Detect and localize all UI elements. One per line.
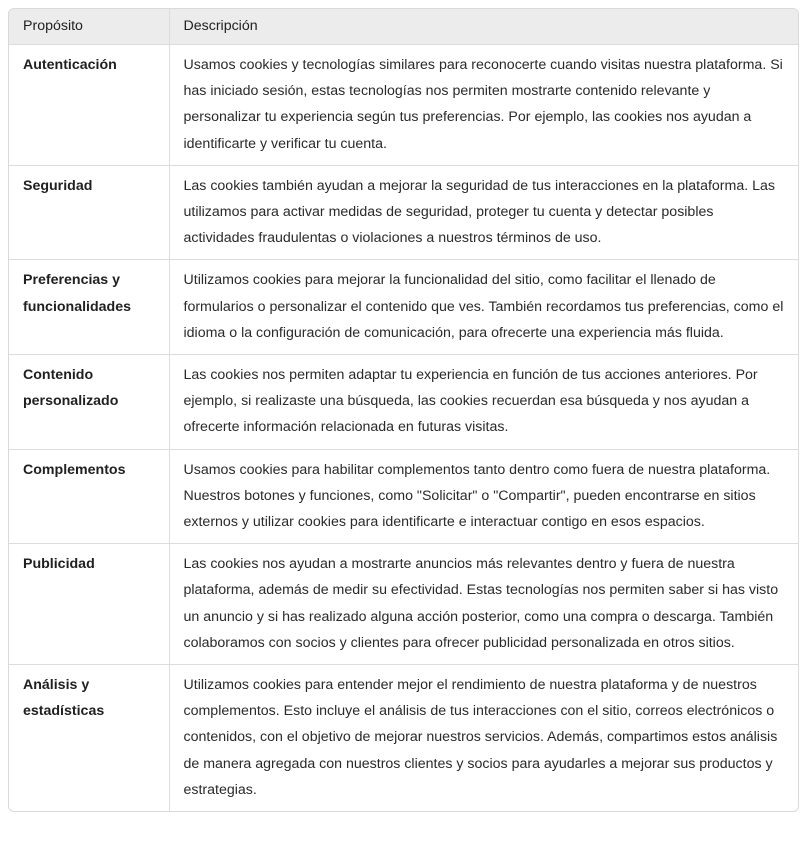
purpose-cell: Seguridad xyxy=(9,165,169,260)
description-cell: Las cookies nos ayudan a mostrarte anuncios más relevantes dentro y fuera de nuestra plataforma, además de medir su efectividad. Estas tecnologías nos permiten saber si has visto un anuncio y si has realizado alguna acción posterior, como una compra o descarga. También colaboramos con socios y clientes para ofrecer publicidad personalizada en otros sitios. xyxy=(169,544,798,665)
column-header-purpose: Propósito xyxy=(9,9,169,45)
purpose-cell: Complementos xyxy=(9,449,169,544)
table-row xyxy=(9,45,798,166)
purpose-cell: Autenticación xyxy=(9,45,169,166)
description-cell: Usamos cookies para habilitar complementos tanto dentro como fuera de nuestra plataforma. Nuestros botones y funciones, como "Solicitar" o "Compartir", pueden encontrarse en sitios externos y utilizar cookies para identificarte e interactuar contigo en esos espacios. xyxy=(169,449,798,544)
purpose-cell: Análisis y estadísticas xyxy=(9,665,169,812)
table-header-row xyxy=(9,9,798,45)
cookie-purposes-table xyxy=(9,9,798,811)
table-row xyxy=(9,355,798,450)
cookie-purposes-table-container xyxy=(8,8,799,812)
description-cell: Utilizamos cookies para entender mejor el rendimiento de nuestra plataforma y de nuestros complementos. Esto incluye el análisis de tus interacciones con el sitio, correos electrónicos o contenidos, con el objetivo de mejorar nuestros servicios. Además, compartimos estos análisis de manera agregada con nuestros clientes y socios para ayudarles a mejorar sus productos y estrategias. xyxy=(183,677,778,798)
table-row xyxy=(9,260,798,355)
purpose-cell: Publicidad xyxy=(9,544,169,665)
table-row xyxy=(9,449,798,544)
description-cell: Utilizamos cookies para mejorar la funcionalidad del sitio, como facilitar el llenado de formularios o personalizar el contenido que ves. También recordamos tus preferencias, como el idioma o la configuración de comunicación, para ofrecerte una experiencia más fluida. xyxy=(169,260,798,355)
description-cell: Las cookies también ayudan a mejorar la seguridad de tus interacciones en la plataforma. Las utilizamos para activar medidas de seguridad, proteger tu cuenta y detectar posibles actividades fraudulentas o violaciones a nuestros términos de uso. xyxy=(169,165,798,260)
purpose-cell: Contenido personalizado xyxy=(9,355,169,450)
table-row xyxy=(9,165,798,260)
description-cell: Usamos cookies y tecnologías similares para reconocerte cuando visitas nuestra plataforma. Si has iniciado sesión, estas tecnologías nos permiten mostrarte contenido relevante y personalizar tu experiencia según tus preferencias. Por ejemplo, las cookies nos ayudan a identificarte y verificar tu cuenta. xyxy=(169,45,798,166)
purpose-cell: Preferencias y funcionalidades xyxy=(9,260,169,355)
description-cell: Las cookies nos permiten adaptar tu experiencia en función de tus acciones anteriores. Por ejemplo, si realizaste una búsqueda, las cookies recuerdan esa búsqueda y nos ayudan a ofrecerte información relacionada en futuras visitas. xyxy=(169,355,798,450)
table-row xyxy=(9,665,798,812)
column-header-description: Descripción xyxy=(169,9,798,45)
table-row xyxy=(9,544,798,665)
